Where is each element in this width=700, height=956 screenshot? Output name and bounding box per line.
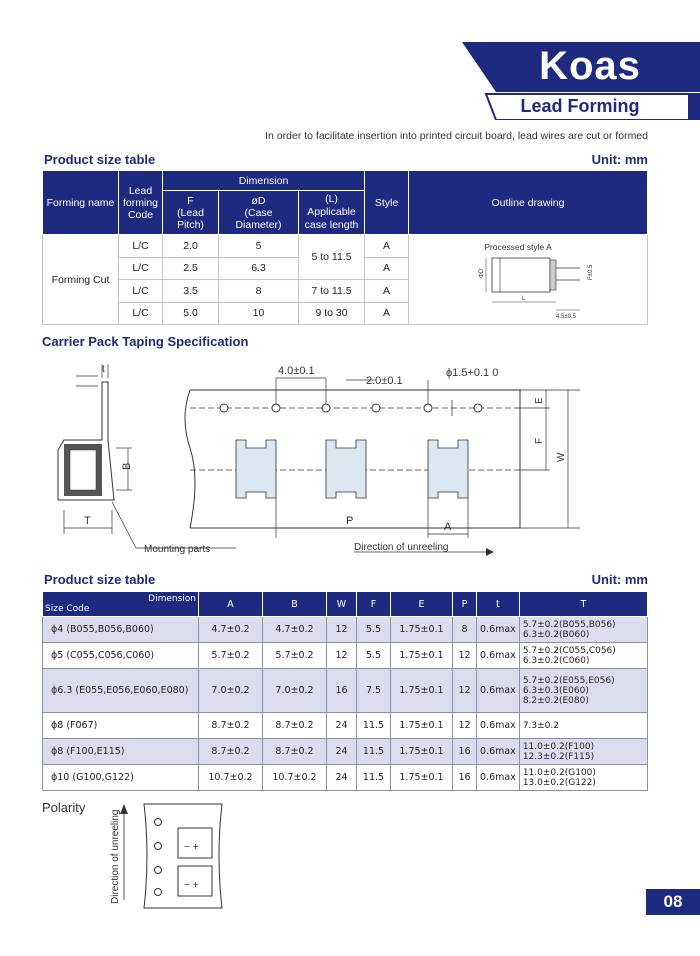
cell-f: 2.0 <box>163 235 219 258</box>
brand-logo: Koas <box>539 44 641 88</box>
svg-text:Processed style A: Processed style A <box>484 242 552 252</box>
cell-w: 24 <box>327 765 357 791</box>
cell-a: 7.0±0.2 <box>199 669 263 713</box>
cell-p: 12 <box>453 643 477 669</box>
header-od: øD (Case Diameter) <box>219 191 299 235</box>
section-title-taping: Carrier Pack Taping Specification <box>42 334 249 349</box>
forming-cut-cell: Forming Cut <box>43 235 119 325</box>
cell-b: 7.0±0.2 <box>263 669 327 713</box>
cell-size: ϕ4 (B055,B056,B060) <box>43 617 199 643</box>
header-b: B <box>263 592 327 617</box>
cell-d: 5 <box>219 235 299 258</box>
table-row <box>43 617 648 643</box>
cell-t: 0.6max <box>477 669 520 713</box>
cell-b: 8.7±0.2 <box>263 739 327 765</box>
cell-l: 5 to 11.5 <box>299 235 365 280</box>
cell-a: 10.7±0.2 <box>199 765 263 791</box>
carrier-tape <box>185 390 520 528</box>
unit-label-2: Unit: mm <box>591 572 648 587</box>
section-title-product-size-2: Product size table <box>44 572 156 587</box>
header-e: E <box>391 592 453 617</box>
table-row <box>43 643 648 669</box>
cell-b: 8.7±0.2 <box>263 713 327 739</box>
cell-a: 5.7±0.2 <box>199 643 263 669</box>
header-tt: T <box>519 592 647 617</box>
cell-d: 10 <box>219 302 299 325</box>
cell-l: 9 to 30 <box>299 302 365 325</box>
header-l: (L) Applicable case length <box>299 191 365 235</box>
page-number: 08 <box>646 889 700 915</box>
cell-d: 6.3 <box>219 257 299 280</box>
header-size-code: Dimension Size Code <box>43 592 199 617</box>
table-row <box>43 669 648 713</box>
svg-text:B: B <box>121 462 133 470</box>
svg-text:4.0±0.1: 4.0±0.1 <box>278 365 315 377</box>
header-forming-name: Forming name <box>43 171 119 235</box>
cell-b: 10.7±0.2 <box>263 765 327 791</box>
cell-b: 4.7±0.2 <box>263 617 327 643</box>
header-w: W <box>327 592 357 617</box>
cell-p: 16 <box>453 739 477 765</box>
cell-p: 16 <box>453 765 477 791</box>
cell-tt: 5.7±0.2(B055,B056) 6.3±0.2(B060) <box>519 617 647 643</box>
cell-w: 12 <box>327 643 357 669</box>
cell-f: 3.5 <box>163 280 219 303</box>
svg-text:Direction of unreeling: Direction of unreeling <box>110 809 121 904</box>
svg-text:ϕ1.5+0.1 0: ϕ1.5+0.1 0 <box>446 367 499 379</box>
cell-size: ϕ5 (C055,C056,C060) <box>43 643 199 669</box>
cell-size: ϕ10 (G100,G122) <box>43 765 199 791</box>
cell-style: A <box>365 302 409 325</box>
cell-tt: 5.7±0.2(E055,E056) 6.3±0.3(E060) 8.2±0.2(E080) <box>519 669 647 713</box>
table-row <box>43 739 648 765</box>
cell-f: 11.5 <box>357 765 391 791</box>
cell-code: L/C <box>119 280 163 303</box>
cell-e: 1.75±0.1 <box>391 765 453 791</box>
cell-a: 4.7±0.2 <box>199 617 263 643</box>
cell-t: 0.6max <box>477 643 520 669</box>
taping-size-table <box>42 591 648 791</box>
cell-size: ϕ6.3 (E055,E056,E060,E080) <box>43 669 199 713</box>
svg-text:E: E <box>534 397 545 404</box>
cell-l: 7 to 11.5 <box>299 280 365 303</box>
svg-text:Mounting parts: Mounting parts <box>144 544 211 555</box>
cell-tt: 7.3±0.2 <box>519 713 647 739</box>
cell-style: A <box>365 235 409 258</box>
svg-text:ΦD: ΦD <box>479 268 485 278</box>
header-lead-code: Lead forming Code <box>119 171 163 235</box>
cell-p: 8 <box>453 617 477 643</box>
cell-e: 1.75±0.1 <box>391 713 453 739</box>
cell-code: L/C <box>119 235 163 258</box>
svg-text:2.0±0.1: 2.0±0.1 <box>366 375 403 387</box>
svg-text:W: W <box>556 452 567 462</box>
cell-p: 12 <box>453 713 477 739</box>
table-row <box>43 235 648 258</box>
cell-tt: 11.0±0.2(G100) 13.0±0.2(G122) <box>519 765 647 791</box>
section-title-product-size: Product size table <box>44 152 156 167</box>
cell-e: 1.75±0.1 <box>391 739 453 765</box>
cell-f: 7.5 <box>357 669 391 713</box>
cell-t: 0.6max <box>477 739 520 765</box>
svg-text:P: P <box>346 515 354 527</box>
svg-text:4.5±0.5: 4.5±0.5 <box>556 314 576 320</box>
cell-f: 5.5 <box>357 643 391 669</box>
polarity-diagram <box>104 800 254 912</box>
cell-b: 5.7±0.2 <box>263 643 327 669</box>
cell-t: 0.6max <box>477 765 520 791</box>
lead-forming-table <box>42 170 648 325</box>
cell-tt: 5.7±0.2(C055,C056) 6.3±0.2(C060) <box>519 643 647 669</box>
header-a: A <box>199 592 263 617</box>
svg-text:L: L <box>522 296 526 302</box>
cell-f: 11.5 <box>357 739 391 765</box>
header-t: t <box>477 592 520 617</box>
svg-text:A: A <box>444 521 452 533</box>
cell-size: ϕ8 (F067) <box>43 713 199 739</box>
cell-e: 1.75±0.1 <box>391 617 453 643</box>
cell-a: 8.7±0.2 <box>199 713 263 739</box>
cell-d: 8 <box>219 280 299 303</box>
header-f: F <box>357 592 391 617</box>
header-f: F (Lead Pitch) <box>163 191 219 235</box>
cell-w: 12 <box>327 617 357 643</box>
cell-size: ϕ8 (F100,E115) <box>43 739 199 765</box>
svg-text:F: F <box>534 437 545 444</box>
cell-e: 1.75±0.1 <box>391 643 453 669</box>
cell-f: 11.5 <box>357 713 391 739</box>
cell-f: 5.5 <box>357 617 391 643</box>
table-row <box>43 713 648 739</box>
cell-a: 8.7±0.2 <box>199 739 263 765</box>
cell-w: 24 <box>327 739 357 765</box>
cell-style: A <box>365 257 409 280</box>
header-p: P <box>453 592 477 617</box>
cell-p: 12 <box>453 669 477 713</box>
taping-diagram <box>40 358 660 568</box>
cell-tt: 11.0±0.2(F100) 12.3±0.2(F115) <box>519 739 647 765</box>
cell-t: 0.6max <box>477 713 520 739</box>
cell-w: 24 <box>327 713 357 739</box>
intro-text: In order to facilitate insertion into printed circuit board, lead wires are cut or formed <box>265 130 648 142</box>
outline-drawing-cell <box>409 235 648 325</box>
cell-w: 16 <box>327 669 357 713</box>
outline-drawing <box>410 236 646 320</box>
svg-text:− +: − + <box>184 842 199 853</box>
svg-text:T: T <box>84 515 91 527</box>
cell-style: A <box>365 280 409 303</box>
cell-e: 1.75±0.1 <box>391 669 453 713</box>
unit-label: Unit: mm <box>591 152 648 167</box>
header-dimension: Dimension <box>163 171 365 191</box>
svg-text:− +: − + <box>184 880 199 891</box>
svg-text:t: t <box>102 364 105 375</box>
cell-code: L/C <box>119 257 163 280</box>
polarity-title: Polarity <box>42 800 86 815</box>
page-subtitle: Lead Forming <box>520 96 640 116</box>
table-row <box>43 765 648 791</box>
header-outline: Outline drawing <box>409 171 648 235</box>
cell-t: 0.6max <box>477 617 520 643</box>
cell-f: 2.5 <box>163 257 219 280</box>
svg-text:F±0.5: F±0.5 <box>588 264 594 280</box>
cell-code: L/C <box>119 302 163 325</box>
svg-text:Direction of unreeling: Direction of unreeling <box>354 542 449 553</box>
header-style: Style <box>365 171 409 235</box>
cell-f: 5.0 <box>163 302 219 325</box>
